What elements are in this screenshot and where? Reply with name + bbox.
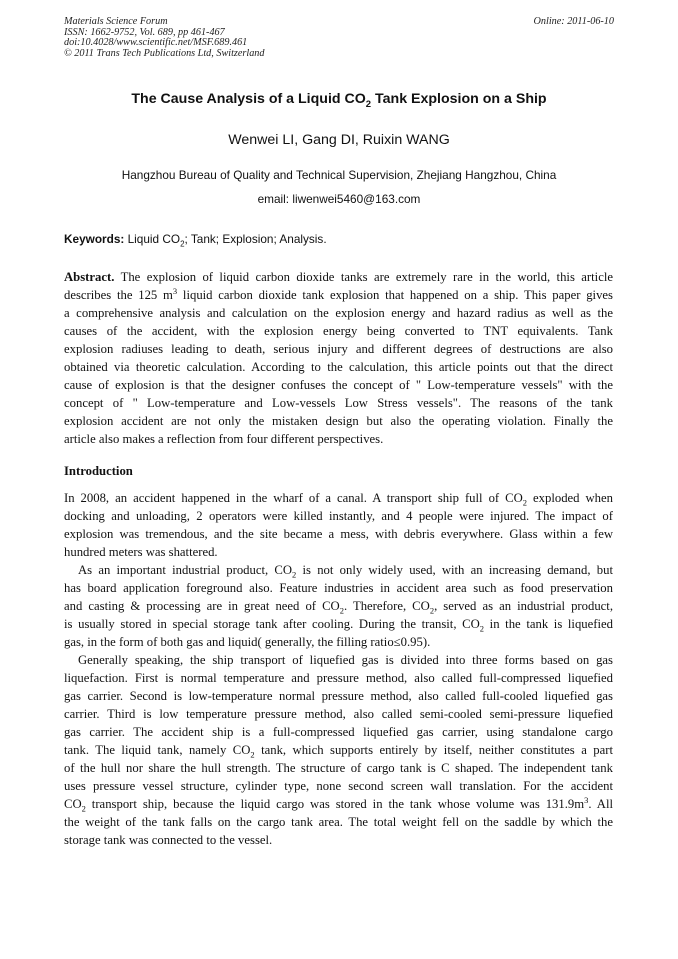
abstract-text: describes the 125 m xyxy=(64,288,173,302)
online-date: Online: 2011-06-10 xyxy=(533,16,614,27)
subscript: 2 xyxy=(522,497,528,508)
paragraph-line: storage tank was connected to the vessel. xyxy=(64,833,273,847)
body-text: is usually stored in special storage tank after cooling. During the transit, CO xyxy=(64,617,480,631)
author-list: Wenwei LI, Gang DI, Ruixin WANG xyxy=(228,132,450,148)
paragraph-line xyxy=(64,615,613,633)
superscript: 3 xyxy=(172,285,178,296)
title-subscript: 2 xyxy=(365,98,372,110)
paragraph-line xyxy=(64,741,613,759)
paragraph-line xyxy=(64,597,613,615)
paragraph-line: has board application foreground also. Feature industries in accident area such as food preservation xyxy=(64,581,613,595)
section-heading-introduction: Introduction xyxy=(64,464,133,478)
subscript: 2 xyxy=(81,803,86,814)
superscript: 3 xyxy=(584,794,589,805)
keywords-text: Liquid CO xyxy=(124,232,181,246)
subscript: 2 xyxy=(292,569,297,580)
abstract-line: explosion accident are not only the mistaken design but also the operating violation. Finally the xyxy=(64,414,613,428)
abstract-text: liquid carbon dioxide tank explosion that happened on a ship. This paper gives xyxy=(177,288,613,302)
body-text: is not only widely used, with an increasing demand, but xyxy=(296,563,613,577)
paragraph-line: Generally speaking, the ship transport of liquefied gas is divided into three forms based on gas xyxy=(78,653,613,667)
abstract xyxy=(64,268,613,448)
introduction-body xyxy=(64,489,613,849)
title-text-end: Tank Explosion on a Ship xyxy=(371,91,547,107)
abstract-line: article also makes a reflection from four different perspectives. xyxy=(64,432,384,446)
paragraph-line: carrier. Third is low temperature pressure method, also called semi-cooled semi-pressure liquefied xyxy=(64,707,613,721)
paragraph-line: the weight of the tank falls on the cargo tank area. The total weight fell on the saddle by which the xyxy=(64,815,613,829)
body-text: CO xyxy=(64,797,82,811)
subscript: 2 xyxy=(339,605,344,616)
copyright-line: © 2011 Trans Tech Publications Ltd, Switzerland xyxy=(64,47,265,59)
abstract-line: obtained via theoretic calculation. According to the calculation, this article points out that the direct xyxy=(64,360,613,374)
paragraph-line xyxy=(64,489,613,507)
affiliation: Hangzhou Bureau of Quality and Technical Supervision, Zhejiang Hangzhou, China xyxy=(121,168,557,182)
paragraph-line: gas carrier. Second is low-temperature normal pressure method, also called full-cooled liquefied gas xyxy=(64,689,613,703)
paragraph-line: explosion was tremendous, and the site became a mess, with debris everywhere. Glass within a few xyxy=(64,527,613,541)
paragraph-line: of the hull nor share the hull strength. The structure of cargo tank is C shaped. The independent tank xyxy=(64,761,613,775)
paragraph-line: gas, in the form of both gas and liquid( generally, the filling ratio≤0.95). xyxy=(64,635,431,649)
abstract-line xyxy=(64,286,613,304)
subscript: 2 xyxy=(250,749,255,760)
paragraph-line: gas carrier. The accident ship is a full-compressed liquefied gas carrier, using standalone cargo xyxy=(64,725,613,739)
paragraph-line: liquefaction. First is normal temperature and pressure method, also called full-compressed liquefied xyxy=(64,671,613,685)
abstract-line: causes of the accident, with the explosion energy being converted to TNT equivalents. Tank xyxy=(64,324,613,338)
body-text: and casting & processing are in great need of CO xyxy=(64,599,340,613)
body-text: tank, which supports entirely by itself, neither constitutes a part xyxy=(254,743,613,757)
subscript: 2 xyxy=(479,623,485,634)
abstract-label: Abstract. xyxy=(64,270,115,284)
paper-title xyxy=(0,91,678,110)
keywords-label: Keywords: xyxy=(64,232,125,246)
body-text: , served as an industrial product, xyxy=(434,599,613,613)
body-text: exploded when xyxy=(527,491,613,505)
paragraph-line: hundred meters was shattered. xyxy=(64,545,218,559)
keywords xyxy=(64,232,327,248)
abstract-line: concept of " Low-temperature and Low-vessels Low Stress vessels". The reasons of the tank xyxy=(64,396,613,410)
abstract-line: a comprehensive analysis and calculation on the explosion energy and hazard radius as well as the xyxy=(64,306,613,320)
issn-line: ISSN: 1662-9752, Vol. 689, pp 461-467 xyxy=(64,26,225,38)
paragraph-line xyxy=(64,795,613,813)
paragraph-line xyxy=(64,561,613,579)
body-text: in the tank is liquefied xyxy=(484,617,613,631)
abstract-line: cause of explosion is that the designer confuses the concept of " Low-temperature vessels" with the xyxy=(64,378,613,392)
contact-email: email: liwenwei5460@163.com xyxy=(257,192,421,206)
abstract-line: explosion radiuses leading to death, serious injury and different degrees of destructions are also xyxy=(64,342,613,356)
abstract-text: The explosion of liquid carbon dioxide tanks are extremely rare in the world, this article xyxy=(114,270,613,284)
body-text: . Therefore, CO xyxy=(343,599,430,613)
body-text: In 2008, an accident happened in the wharf of a canal. A transport ship full of CO xyxy=(64,491,523,505)
subscript: 2 xyxy=(429,605,435,616)
body-text: . All xyxy=(588,797,613,811)
journal-name: Materials Science Forum xyxy=(64,16,168,27)
keywords-text-end: ; Tank; Explosion; Analysis. xyxy=(184,232,327,246)
abstract-line xyxy=(64,268,613,286)
journal-header xyxy=(64,17,264,59)
title-text: The Cause Analysis of a Liquid CO xyxy=(131,91,366,107)
body-text: As an important industrial product, CO xyxy=(78,563,293,577)
paragraph-line: uses pressure vessel structure, cylinder type, none second screen wall translation. For the accident xyxy=(64,779,613,793)
body-text: tank. The liquid tank, namely CO xyxy=(64,743,251,757)
doi-line: doi:10.4028/www.scientific.net/MSF.689.461 xyxy=(64,37,248,49)
keywords-subscript: 2 xyxy=(180,239,185,249)
paragraph-line: docking and unloading, 2 operators were killed instantly, and 4 people were injured. The impact of xyxy=(64,509,613,523)
body-text: transport ship, because the liquid cargo was stored in the tank whose volume was 131.9m xyxy=(85,797,585,811)
